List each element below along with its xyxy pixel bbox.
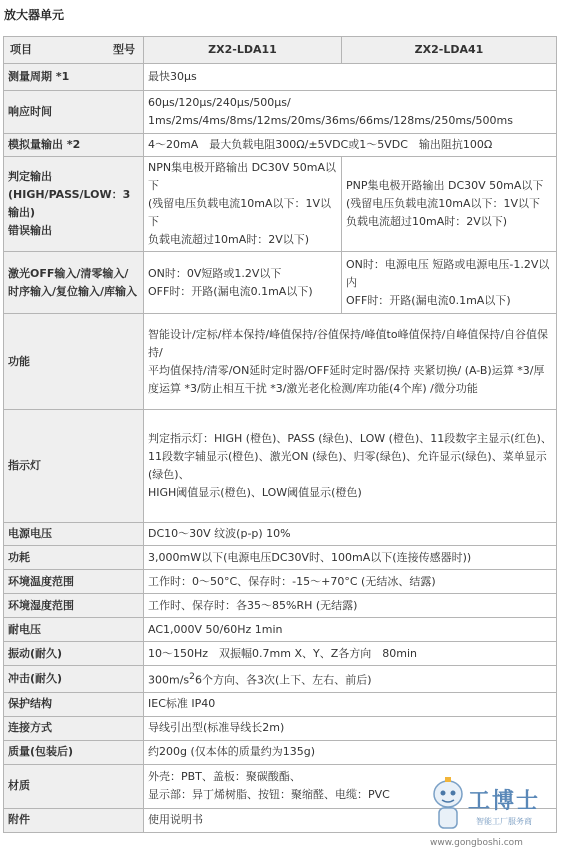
table-row bbox=[4, 134, 557, 157]
header-model-2: ZX2-LDA41 bbox=[342, 37, 557, 64]
watermark bbox=[424, 772, 558, 856]
row-label: 冲击(耐久) bbox=[4, 666, 144, 693]
header-item-label: 项目 bbox=[10, 43, 32, 56]
row-label-line: 判定输出 bbox=[8, 170, 52, 183]
row-label: 测量周期 *1 bbox=[4, 64, 144, 91]
table-row bbox=[4, 716, 557, 740]
watermark-url: www.gongboshi.com bbox=[430, 838, 523, 848]
row-value-line: 平均值保持/清零/ON延时定时器/OFF延时定时器/保持 夹紧切换/ (A-B)运算 *3/厚度运算 *3/防止相互干扰 *3/激光老化检测/库功能(4个库) /微分功能 bbox=[148, 363, 545, 395]
table-row bbox=[4, 692, 557, 716]
row-value-line: 工作时：0～50°C、保存时：-15～+70°C (无结冰、结露) bbox=[148, 574, 436, 588]
row-label: 指示灯 bbox=[4, 410, 144, 523]
table-header-row bbox=[4, 37, 557, 64]
row-value-line: 最快30μs bbox=[148, 70, 197, 83]
row-value bbox=[144, 64, 557, 91]
row-value-text: 300m/s bbox=[148, 673, 190, 687]
row-value-line: 负载电流超过10mA时：2V以下) bbox=[346, 215, 508, 228]
row-value-line: AC1,000V 50/60Hz 1min bbox=[148, 622, 283, 636]
row-value-line: 负载电流超过10mA时：2V以下) bbox=[148, 233, 310, 246]
row-value-line: DC10～30V 纹波(p-p) 10% bbox=[148, 527, 291, 540]
row-value bbox=[144, 642, 557, 666]
row-value-line: 外壳：PBT、盖板：聚碳酸酯、 bbox=[148, 770, 301, 784]
table-row bbox=[4, 314, 557, 410]
row-label: 质量(包装后) bbox=[4, 740, 144, 764]
table-row bbox=[4, 594, 557, 618]
row-label: 耐电压 bbox=[4, 618, 144, 642]
robot-mascot-icon bbox=[428, 776, 468, 836]
row-value-line: IEC标准 IP40 bbox=[148, 697, 216, 711]
row-value bbox=[144, 91, 557, 134]
table-row bbox=[4, 570, 557, 594]
row-label-line: 错误输出 bbox=[8, 224, 52, 237]
row-value-text: 6个方向、各3次(上下、左右、前后) bbox=[194, 673, 372, 687]
row-value-line: 显示部：异丁烯树脂、按钮：聚缩醛、电缆：PVC bbox=[148, 788, 390, 802]
row-label: 激光OFF输入/清零输入/时序输入/复位输入/库输入 bbox=[4, 252, 144, 314]
row-value bbox=[144, 740, 557, 764]
row-value bbox=[144, 666, 557, 693]
row-value-line: 工作时、保存时：各35～85%RH (无结露) bbox=[148, 598, 358, 612]
row-value bbox=[144, 314, 557, 410]
row-value-line: 使用说明书 bbox=[148, 813, 203, 827]
row-label: 环境温度范围 bbox=[4, 570, 144, 594]
row-label: 材质 bbox=[4, 764, 144, 808]
row-label: 保护结构 bbox=[4, 692, 144, 716]
row-value bbox=[144, 594, 557, 618]
row-value-line: OFF时：开路(漏电流0.1mA以下) bbox=[148, 284, 313, 298]
row-value-lda11 bbox=[144, 157, 342, 252]
row-label: 功能 bbox=[4, 314, 144, 410]
row-label: 连接方式 bbox=[4, 716, 144, 740]
row-value-line: HIGH阈值显示(橙色)、LOW阈值显示(橙色) bbox=[148, 486, 362, 499]
row-value-line: 11段数字辅显示(橙色)、激光ON (绿色)、归零(绿色)、允许显示(绿色)、菜单显示(绿色)、 bbox=[148, 450, 547, 481]
row-value bbox=[144, 546, 557, 570]
header-split bbox=[8, 41, 139, 59]
table-row bbox=[4, 157, 557, 252]
table-row bbox=[4, 666, 557, 693]
table-row bbox=[4, 618, 557, 642]
row-label: 功耗 bbox=[4, 546, 144, 570]
row-value-line: 智能设计/定标/样本保持/峰值保持/谷值保持/峰值to峰值保持/自峰值保持/自谷值保持/ bbox=[148, 327, 548, 359]
row-label-line: (HIGH/PASS/LOW：3输出) bbox=[8, 188, 131, 219]
row-label: 振动(耐久) bbox=[4, 642, 144, 666]
header-model-1: ZX2-LDA11 bbox=[144, 37, 342, 64]
row-value-line: 约200g (仅本体的质量约为135g) bbox=[148, 745, 316, 759]
row-value-line: 导线引出型(标准导线长2m) bbox=[148, 721, 285, 735]
row-value-line: 10～150Hz 双振幅0.7mm X、Y、Z各方向 80min bbox=[148, 646, 417, 660]
row-value-line: PNP集电极开路输出 DC30V 50mA以下 bbox=[346, 179, 544, 192]
watermark-tagline: 智能工厂服务商 bbox=[476, 817, 532, 826]
row-value-lda11 bbox=[144, 252, 342, 314]
row-label: 附件 bbox=[4, 808, 144, 832]
table-row bbox=[4, 252, 557, 314]
row-value bbox=[144, 692, 557, 716]
row-label bbox=[4, 157, 144, 252]
row-value-line: 1ms/2ms/4ms/8ms/12ms/20ms/36ms/66ms/128ms/250ms/500ms bbox=[148, 114, 513, 127]
row-value-line: (残留电压负载电流10mA以下：1V以下 bbox=[346, 197, 541, 210]
row-value-sup: 2 bbox=[189, 671, 195, 682]
row-label: 响应时间 bbox=[4, 91, 144, 134]
row-value-lda41 bbox=[342, 157, 557, 252]
spec-table bbox=[3, 36, 557, 833]
row-value-line: NPN集电极开路输出 DC30V 50mA以下 bbox=[148, 161, 336, 192]
row-value bbox=[144, 618, 557, 642]
row-value bbox=[144, 410, 557, 523]
row-label: 模拟量输出 *2 bbox=[4, 134, 144, 157]
table-row bbox=[4, 91, 557, 134]
table-row bbox=[4, 523, 557, 546]
table-row bbox=[4, 546, 557, 570]
row-label: 电源电压 bbox=[4, 523, 144, 546]
row-value-line: ON时：0V短路或1.2V以下 bbox=[148, 266, 282, 280]
table-row bbox=[4, 64, 557, 91]
row-value-line: 判定指示灯：HIGH (橙色)、PASS (绿色)、LOW (橙色)、11段数字主显示(红色)、 bbox=[148, 432, 552, 445]
header-item-model-cell bbox=[4, 37, 144, 64]
row-value bbox=[144, 134, 557, 157]
page-title: 放大器单元 bbox=[4, 8, 65, 22]
header-model-label: 型号 bbox=[113, 43, 135, 56]
row-value-lda41 bbox=[342, 252, 557, 314]
row-value-line: ON时：电源电压 短路或电源电压-1.2V以内 bbox=[346, 257, 550, 289]
row-value bbox=[144, 570, 557, 594]
table-row bbox=[4, 410, 557, 523]
row-value bbox=[144, 523, 557, 546]
row-value-line: (残留电压负载电流10mA以下：1V以下 bbox=[148, 197, 332, 228]
row-value-line: OFF时：开路(漏电流0.1mA以下) bbox=[346, 293, 511, 307]
row-value-line: 4～20mA 最大负载电阻300Ω/±5VDC或1～5VDC 输出阻抗100Ω bbox=[148, 138, 493, 151]
table-row bbox=[4, 740, 557, 764]
row-value-line: 60μs/120μs/240μs/500μs/ bbox=[148, 96, 291, 109]
watermark-name: 工博士 bbox=[468, 789, 541, 814]
table-row bbox=[4, 642, 557, 666]
row-value bbox=[144, 716, 557, 740]
row-value-line: 3,000mW以下(电源电压DC30V时、100mA以下(连接传感器时)) bbox=[148, 550, 472, 564]
row-label: 环境湿度范围 bbox=[4, 594, 144, 618]
